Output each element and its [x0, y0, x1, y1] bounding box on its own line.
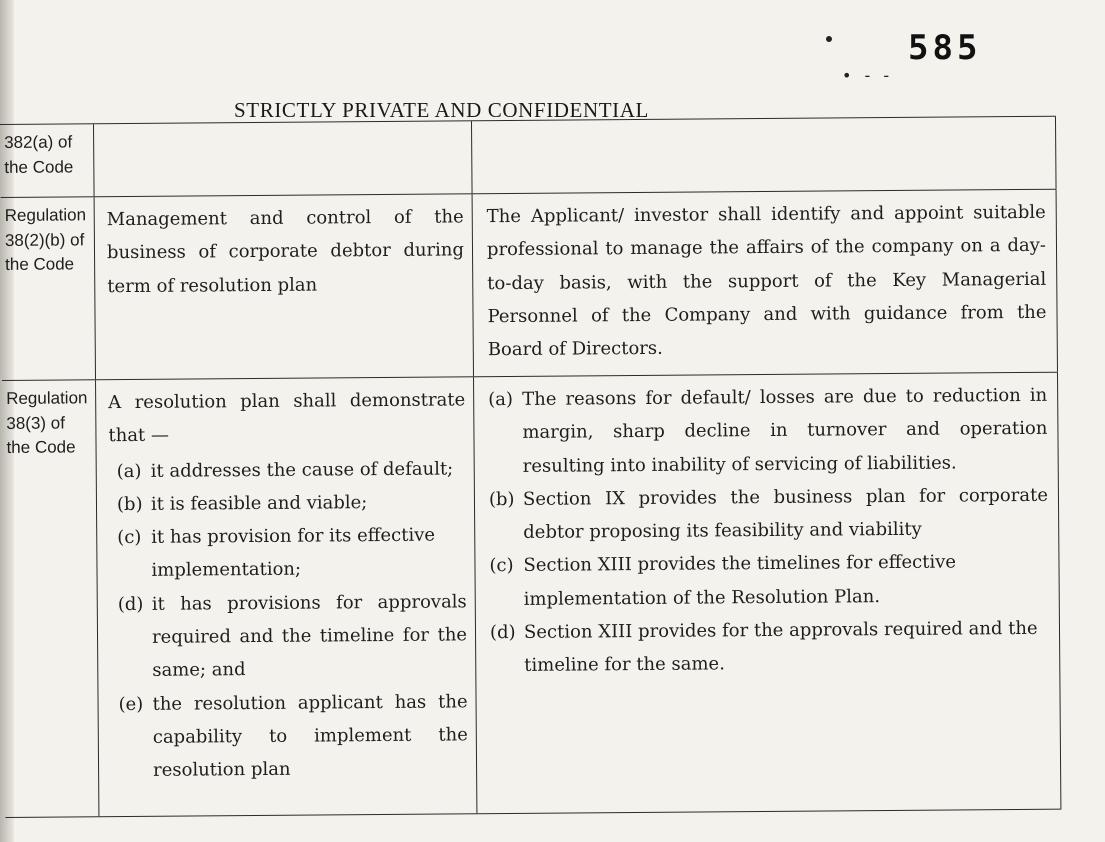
item-text: Section XIII provides for the approvals required and the timeline for the same. — [523, 617, 1038, 677]
requirement-intro: A resolution plan shall demonstrate that — — [108, 389, 466, 447]
compliance-item — [489, 479, 1049, 550]
requirement-text: Management and control of the business of corporate debtor during term of resolution plan — [106, 206, 465, 297]
compliance-cell — [473, 190, 1058, 377]
compliance-cell — [474, 373, 1061, 814]
item-label: (b) — [116, 493, 143, 515]
requirement-cell — [94, 121, 473, 196]
ink-dot — [826, 36, 832, 42]
requirement-cell — [95, 194, 474, 379]
reference-cell: 382(a) of the Code — [0, 124, 95, 197]
requirement-item — [109, 452, 466, 488]
requirement-item — [110, 585, 468, 688]
requirement-item — [109, 485, 466, 521]
compliance-item — [490, 612, 1050, 683]
item-label: (d) — [117, 593, 144, 615]
item-text: it has provisions for approvals required and the timeline for the same; and — [151, 591, 468, 682]
item-label: (e) — [118, 693, 144, 715]
item-label: (c) — [117, 527, 142, 549]
reference-cell: Regulation 38(3) of the Code — [2, 380, 99, 817]
compliance-item — [488, 379, 1048, 483]
compliance-text: The Applicant/ investor shall identify and appoint suitable professional to manage the affairs of the company on a day-to-day basis, with the support of the Key Managerial Personnel of the Company and with guidance from the Board of Directors. — [486, 201, 1047, 361]
item-label: (a) — [116, 460, 142, 482]
dot-marks: • - - — [842, 66, 894, 85]
table-row — [1, 190, 1058, 381]
item-text: it addresses the cause of default; — [150, 458, 454, 482]
item-text: The reasons for default/ losses are due to reduction in margin, sharp decline in turnover and operation resulting into inability of servicing of liabilities. — [522, 384, 1048, 477]
page-number: 585 — [908, 28, 982, 68]
item-label: (d) — [489, 622, 516, 644]
table-row — [2, 373, 1061, 818]
item-text: the resolution applicant has the capability to implement the resolution plan — [152, 691, 468, 782]
item-text: it is feasible and viable; — [150, 492, 368, 515]
page-header-title: STRICTLY PRIVATE AND CONFIDENTIAL — [234, 98, 649, 122]
item-label: (c) — [489, 555, 514, 577]
requirement-item — [110, 685, 468, 788]
item-text: it has provision for its effective implementation; — [151, 524, 436, 582]
table-row — [0, 116, 1057, 198]
requirement-item — [109, 519, 467, 588]
requirement-cell — [96, 377, 477, 816]
item-text: Section IX provides the business plan for corporate debtor proposing its feasibility and viability — [522, 484, 1049, 544]
item-label: (b) — [488, 488, 515, 511]
compliance-cell — [472, 117, 1057, 194]
reference-cell: Regulation 38(2)(b) of the Code — [1, 197, 96, 380]
item-label: (a) — [488, 388, 514, 411]
compliance-table — [0, 116, 1061, 818]
item-text: Section XIII provides the timelines for effective implementation of the Resolution Plan. — [523, 551, 957, 610]
compliance-item — [489, 545, 1049, 616]
